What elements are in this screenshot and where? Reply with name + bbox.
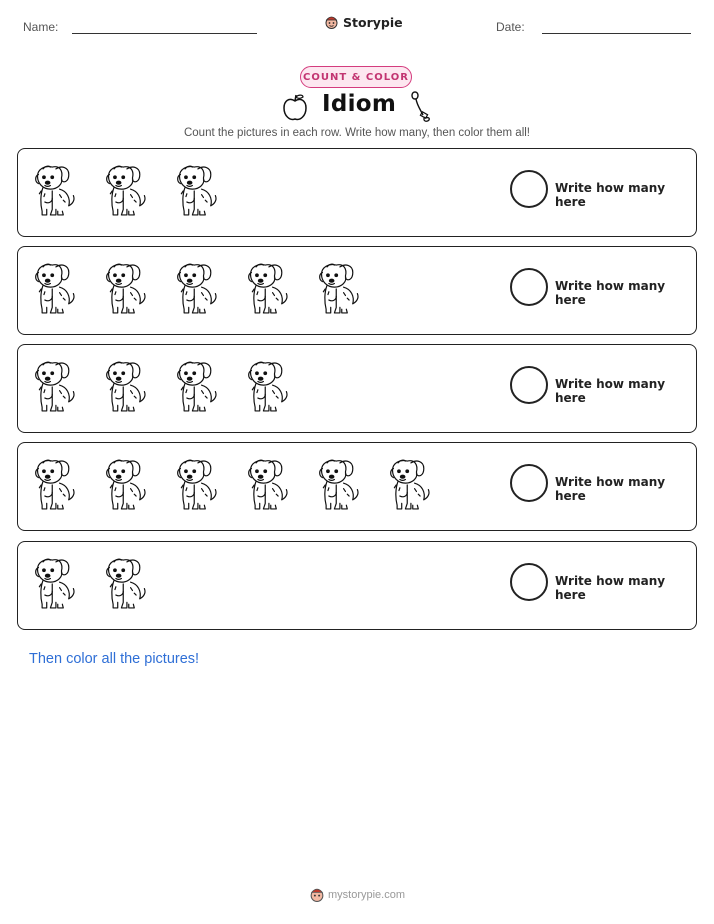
date-line[interactable] [542,33,691,34]
answer-circle[interactable] [510,464,548,502]
puppy-icon [170,453,241,521]
puppy-icon [99,355,170,423]
puppy-icon [170,159,241,227]
brand-logo [324,14,403,30]
answer-label: Write how many here [555,279,666,307]
puppy-icon [28,355,99,423]
title-row [0,89,714,125]
apple-icon [282,92,308,122]
count-row [17,148,697,237]
date-label: Date: [496,20,525,34]
answer-label: Write how many here [555,181,666,209]
puppy-icon [241,355,312,423]
storypie-mascot-icon [309,886,325,903]
name-line[interactable] [72,33,257,34]
footer-brand [309,886,405,903]
puppy-icon [170,257,241,325]
instructions: Count the pictures in each row. Write how many, then color them all! [183,127,531,139]
footer-site: mystorypie.com [328,888,406,901]
puppy-icon [28,453,99,521]
count-row [17,442,697,531]
answer-label: Write how many here [555,377,666,405]
picture-group [28,552,170,620]
puppy-icon [28,257,99,325]
count-row [17,246,697,335]
picture-group [28,257,383,325]
puppy-icon [241,257,312,325]
puppy-icon [312,453,383,521]
puppy-icon [99,552,170,620]
brand-name: Storypie [343,14,403,30]
puppy-icon [312,257,383,325]
puppy-icon [99,257,170,325]
count-row [17,541,697,630]
footer-message: Then color all the pictures! [29,651,200,667]
answer-label: Write how many here [555,475,666,503]
puppy-icon [28,552,99,620]
leash-icon [408,89,432,123]
activity-badge: COUNT & COLOR [300,66,412,88]
count-row [17,344,697,433]
puppy-icon [99,453,170,521]
picture-group [28,159,241,227]
storypie-mascot-icon [324,14,339,30]
answer-label: Write how many here [555,574,666,602]
answer-circle[interactable] [510,366,548,404]
page-title: Idiom [322,91,397,117]
puppy-icon [170,355,241,423]
name-label: Name: [23,20,59,34]
puppy-icon [383,453,454,521]
picture-group [28,355,312,423]
answer-circle[interactable] [510,268,548,306]
answer-circle[interactable] [510,170,548,208]
picture-group [28,453,454,521]
puppy-icon [241,453,312,521]
puppy-icon [99,159,170,227]
answer-circle[interactable] [510,563,548,601]
puppy-icon [28,159,99,227]
